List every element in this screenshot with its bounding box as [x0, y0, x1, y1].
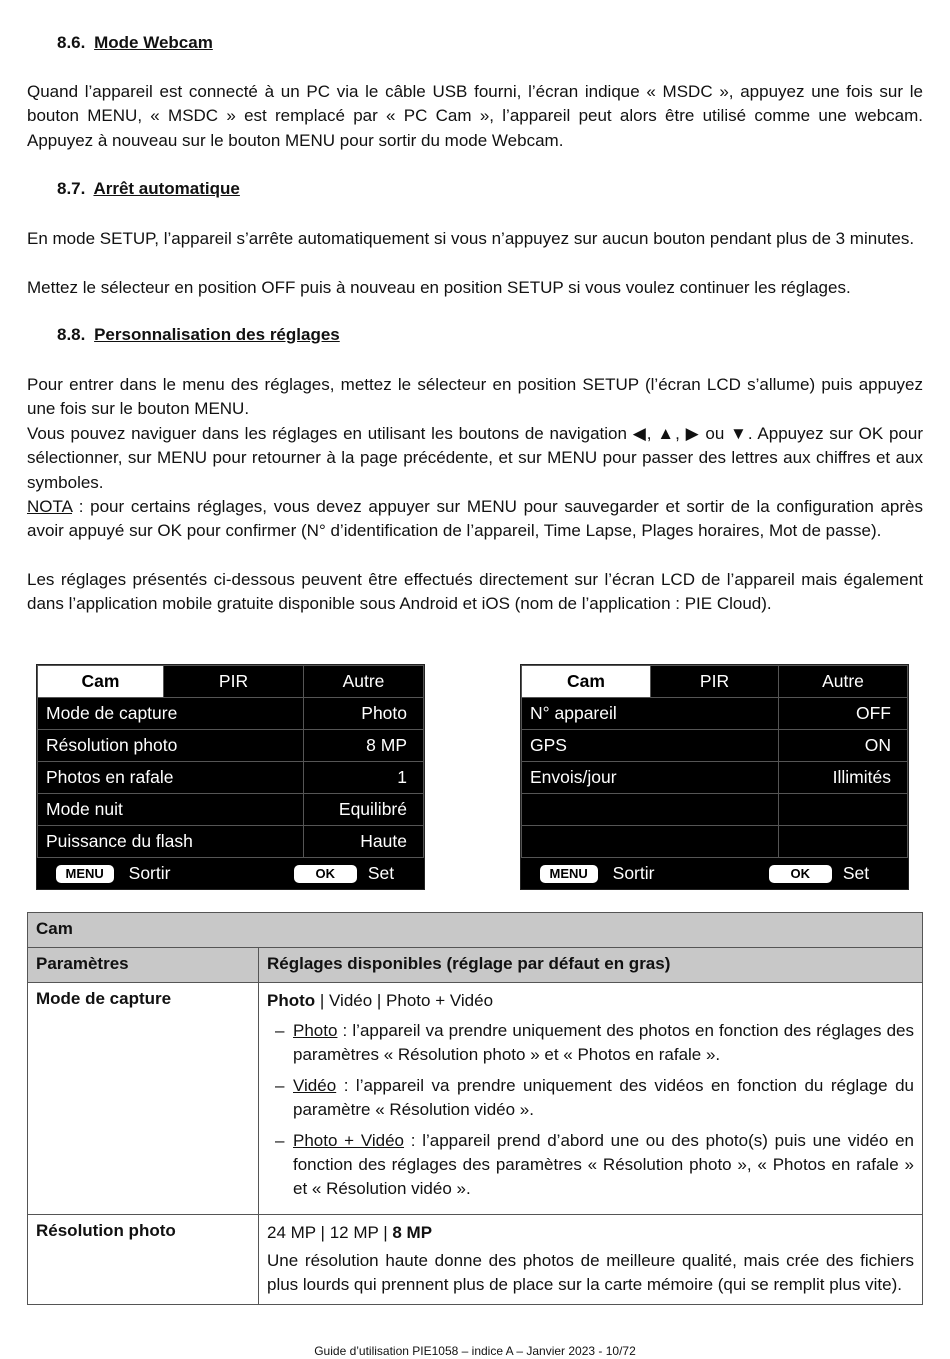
lcd-footer-menu: [522, 858, 779, 890]
lcd-row-value: OFF: [779, 698, 908, 730]
lcd-row: [522, 826, 908, 858]
other-options: | Vidéo | Photo + Vidéo: [315, 991, 494, 1010]
lcd-footer-ok: [304, 858, 424, 890]
param-description: Une résolution haute donne des photos de meilleure qualité, mais crée des fichiers plus lourds qui prennent plus de place sur la carte mémoire (qui se remplit plus vite).: [267, 1250, 914, 1295]
other-options: 24 MP | 12 MP |: [267, 1222, 393, 1242]
menu-button-label: MENU: [56, 865, 114, 883]
lcd-row: [522, 794, 908, 826]
param-options: [259, 1214, 923, 1304]
param-name: Mode de capture: [28, 983, 259, 1215]
lcd-row-label: Résolution photo: [38, 730, 304, 762]
list-item: – Photo + Vidéo : l’appareil prend d’abord une ou des photo(s) puis une vidéo en fonction des réglages des paramètres « Résolution photo », « Photos en rafale » et « Résolution vidéo ».: [275, 1130, 914, 1199]
option-key: Vidéo: [293, 1075, 337, 1095]
lcd-row-value: Haute: [304, 826, 424, 858]
lcd-row: [522, 698, 908, 730]
lcd-row-value: Equilibré: [304, 794, 424, 826]
tab-autre: Autre: [304, 666, 424, 698]
default-option: Photo: [267, 991, 316, 1010]
tab-pir: PIR: [651, 666, 779, 698]
lcd-row-value: [779, 826, 908, 858]
lcd-screen-cam-1: [36, 664, 425, 890]
lcd-footer-menu: [38, 858, 304, 890]
column-header-params: Paramètres: [28, 948, 259, 983]
lcd-row-label: [522, 826, 779, 858]
tab-autre: Autre: [779, 666, 908, 698]
lcd-row: [522, 762, 908, 794]
menu-action-label: Sortir: [128, 863, 171, 883]
paragraph-auto-off-2: Mettez le sélecteur en position OFF puis à nouveau en position SETUP si vous voulez continuer les réglages.: [27, 278, 851, 297]
section-title: Arrêt automatique: [93, 179, 240, 198]
param-options: [259, 983, 923, 1215]
tab-cam: Cam: [522, 666, 651, 698]
lcd-row-label: [522, 794, 779, 826]
section-title: Personnalisation des réglages: [94, 325, 340, 344]
default-option: 8 MP: [392, 1222, 433, 1242]
param-name: Résolution photo: [28, 1214, 259, 1304]
ok-button-label: OK: [769, 865, 833, 883]
paragraph-webcam: Quand l’appareil est connecté à un PC via le câble USB fourni, l’écran indique « MSDC », appuyez une fois sur le bouton MENU, « MSDC » est remplacé par « PC Cam », l’appareil peut alors être utilisé comme une webcam. Appuyez à nouveau sur le bouton MENU pour sortir du mode Webcam.: [27, 82, 923, 150]
lcd-row-label: Mode nuit: [38, 794, 304, 826]
lcd-row: [38, 698, 424, 730]
lcd-row-value: 1: [304, 762, 424, 794]
tab-pir: PIR: [164, 666, 304, 698]
list-item: – Photo : l’appareil va prendre uniquement des photos en fonction des réglages des paramètres « Résolution photo » et « Photos en rafale ».: [275, 1021, 914, 1065]
nota-text: : pour certains réglages, vous devez appuyer sur MENU pour sauvegarder et sortir de la configuration après avoir appuyé sur OK pour confirmer (N° d’identification de l’appareil, Time Lapse, Plages horaires, Mot de passe).: [27, 497, 923, 541]
lcd-row-value: Photo: [304, 698, 424, 730]
settings-table: [27, 912, 923, 1305]
lcd-row-label: Mode de capture: [38, 698, 304, 730]
lcd-row: [38, 826, 424, 858]
page-footer: Guide d’utilisation PIE1058 – indice A – Janvier 2023 - 10/72: [314, 1344, 636, 1358]
table-row: [28, 1214, 923, 1304]
option-key: Photo + Vidéo: [293, 1130, 405, 1150]
lcd-row: [38, 730, 424, 762]
lcd-row-value: Illimités: [779, 762, 908, 794]
section-heading-auto-off: [57, 179, 240, 199]
lcd-row: [38, 762, 424, 794]
section-number: 8.7.: [57, 179, 86, 198]
section-heading-settings: [57, 325, 340, 345]
list-item: – Vidéo : l’appareil va prendre uniquement des vidéos en fonction du réglage du paramètre « Résolution vidéo ».: [275, 1075, 914, 1120]
section-heading-webcam: [57, 33, 213, 53]
lcd-row-value: [779, 794, 908, 826]
lcd-row-label: Envois/jour: [522, 762, 779, 794]
section-number: 8.8.: [57, 325, 86, 344]
lcd-screen-cam-2: [520, 664, 909, 890]
lcd-footer-ok: [779, 858, 908, 890]
paragraph-nota: [27, 495, 923, 544]
lcd-row-value: 8 MP: [304, 730, 424, 762]
paragraph-settings-1: Pour entrer dans le menu des réglages, mettez le sélecteur en position SETUP (l’écran LCD s’allume) puis appuyez une fois sur le bouton MENU.: [27, 375, 923, 419]
ok-button-label: OK: [294, 865, 358, 883]
menu-action-label: Sortir: [612, 863, 655, 883]
option-text: : l’appareil va prendre uniquement des photos en fonction des réglages des paramètres « Résolution photo » et « Photos en rafale ».: [293, 1021, 914, 1065]
option-key: Photo: [293, 1021, 338, 1040]
lcd-row: [522, 730, 908, 762]
menu-button-label: MENU: [540, 865, 598, 883]
section-title: Mode Webcam: [94, 33, 213, 52]
table-title: Cam: [28, 913, 923, 948]
option-text: : l’appareil va prendre uniquement des vidéos en fonction du réglage du paramètre « Résolution vidéo ».: [293, 1075, 914, 1120]
tab-cam: Cam: [38, 666, 164, 698]
table-row: [28, 983, 923, 1215]
ok-action-label: Set: [842, 863, 870, 883]
paragraph-auto-off-1: En mode SETUP, l’appareil s’arrête automatiquement si vous n’appuyez sur aucun bouton pendant plus de 3 minutes.: [27, 229, 915, 248]
option-list: [267, 1019, 914, 1202]
nota-label: NOTA: [27, 497, 73, 516]
lcd-row-label: Puissance du flash: [38, 826, 304, 858]
lcd-row-label: GPS: [522, 730, 779, 762]
lcd-row-label: N° appareil: [522, 698, 779, 730]
paragraph-settings-closing: Les réglages présentés ci-dessous peuvent être effectués directement sur l’écran LCD de l’appareil mais également dans l’application mobile gratuite disponible sous Android et iOS (nom de l’application : PIE Cloud).: [27, 570, 923, 614]
ok-action-label: Set: [367, 863, 395, 883]
section-number: 8.6.: [57, 33, 86, 52]
paragraph-settings-2: Vous pouvez naviguer dans les réglages en utilisant les boutons de navigation ◀, ▲, ▶ ou ▼. Appuyez sur OK pour sélectionner, sur MENU pour retourner à la page précédente, et sur MENU pour passer des lettres aux chiffres et aux symboles.: [27, 424, 923, 492]
option-text: : l’appareil prend d’abord une ou des photo(s) puis une vidéo en fonction des réglages des paramètres « Résolution photo », « Photos en rafale » et « Résolution vidéo ».: [293, 1130, 914, 1199]
column-header-settings: Réglages disponibles (réglage par défaut en gras): [259, 948, 923, 983]
lcd-row-value: ON: [779, 730, 908, 762]
lcd-row: [38, 794, 424, 826]
lcd-row-label: Photos en rafale: [38, 762, 304, 794]
